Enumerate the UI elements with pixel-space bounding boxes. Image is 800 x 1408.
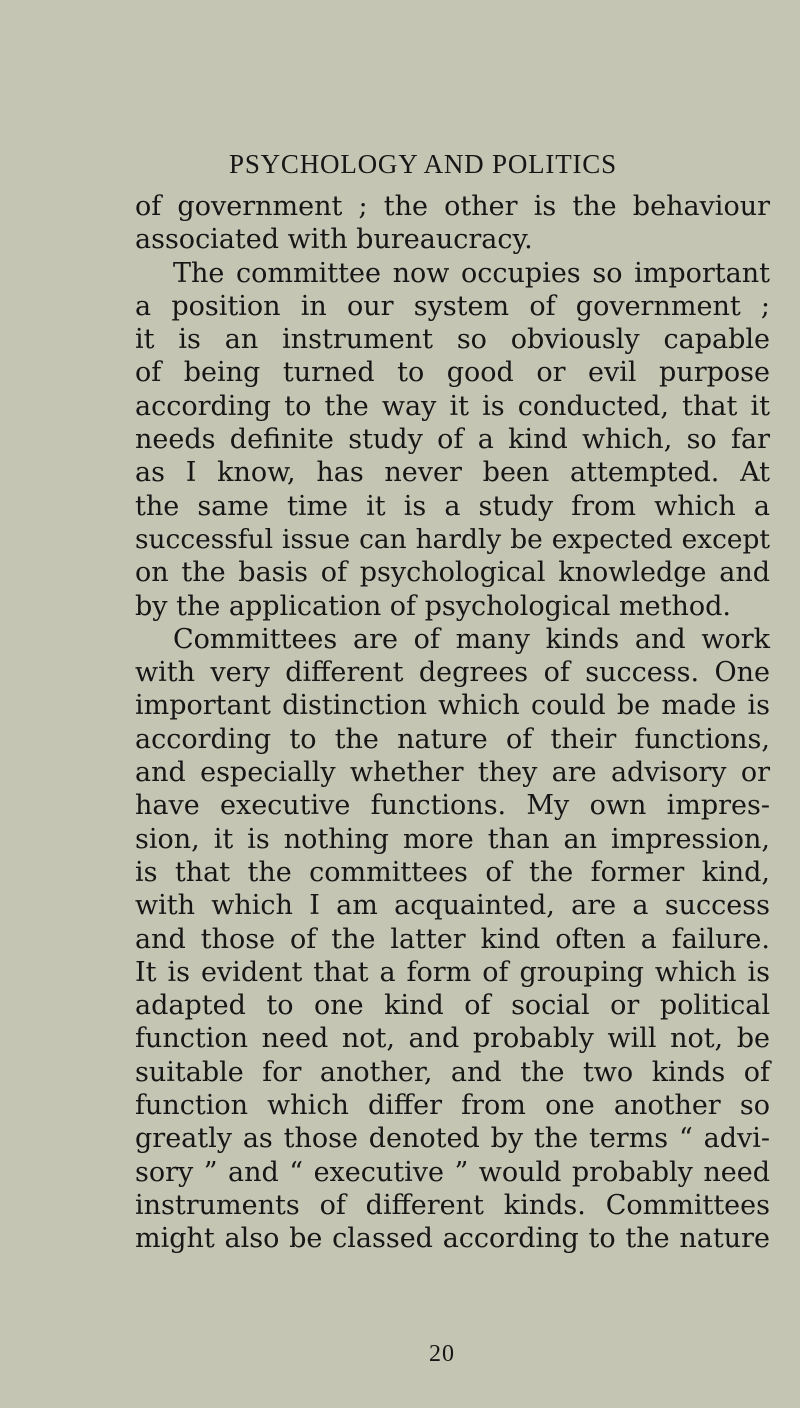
text-line: needs definite study of a kind which, so far (135, 424, 770, 456)
text-line: sion, it is nothing more than an impression, (135, 823, 770, 855)
text-line: according to the nature of their functions, (135, 723, 770, 755)
text-line: function which differ from one another so (135, 1090, 770, 1122)
text-line: as I know, has never been attempted. At (135, 457, 770, 489)
text-line: with very different degrees of success. One (135, 657, 770, 689)
text-line: sory ” and “ executive ” would probably need (135, 1156, 770, 1188)
text-line: greatly as those denoted by the terms “ advi- (135, 1123, 770, 1155)
text-line: might also be classed according to the nature (135, 1223, 770, 1255)
text-line: with which I am acquainted, are a success (135, 890, 770, 922)
text-line: by the application of psychological method. (135, 590, 731, 622)
text-line: and those of the latter kind often a failure. (135, 923, 770, 955)
text-line: suitable for another, and the two kinds of (135, 1056, 770, 1088)
running-head: PSYCHOLOGY AND POLITICS (229, 149, 617, 179)
text-line: it is an instrument so obviously capable (135, 324, 770, 356)
text-line: on the basis of psychological knowledge and (135, 557, 770, 589)
text-line: successful issue can hardly be expected except (135, 523, 770, 555)
text-line: associated with bureaucracy. (135, 224, 533, 256)
text-line: Committees are of many kinds and work (173, 623, 770, 655)
text-line: is that the committees of the former kind, (135, 856, 770, 888)
text-line: of government ; the other is the behaviour (135, 191, 770, 222)
text-line: The committee now occupies so important (173, 257, 770, 289)
text-line: the same time it is a study from which a (135, 490, 770, 522)
text-line: according to the way it is conducted, that it (135, 390, 770, 422)
text-line: It is evident that a form of grouping which is (135, 956, 770, 988)
text-line: have executive functions. My own impres- (135, 790, 770, 822)
body-text (135, 190, 770, 1256)
page-number: 20 (429, 1341, 455, 1367)
text-line: a position in our system of government ; (135, 290, 770, 322)
text-line: and especially whether they are advisory or (135, 757, 770, 789)
text-line: function need not, and probably will not, be (135, 1023, 770, 1055)
text-line: important distinction which could be made is (135, 690, 770, 722)
text-line: adapted to one kind of social or political (135, 990, 770, 1022)
text-line: instruments of different kinds. Committees (135, 1189, 770, 1221)
text-line: of being turned to good or evil purpose (135, 357, 770, 389)
